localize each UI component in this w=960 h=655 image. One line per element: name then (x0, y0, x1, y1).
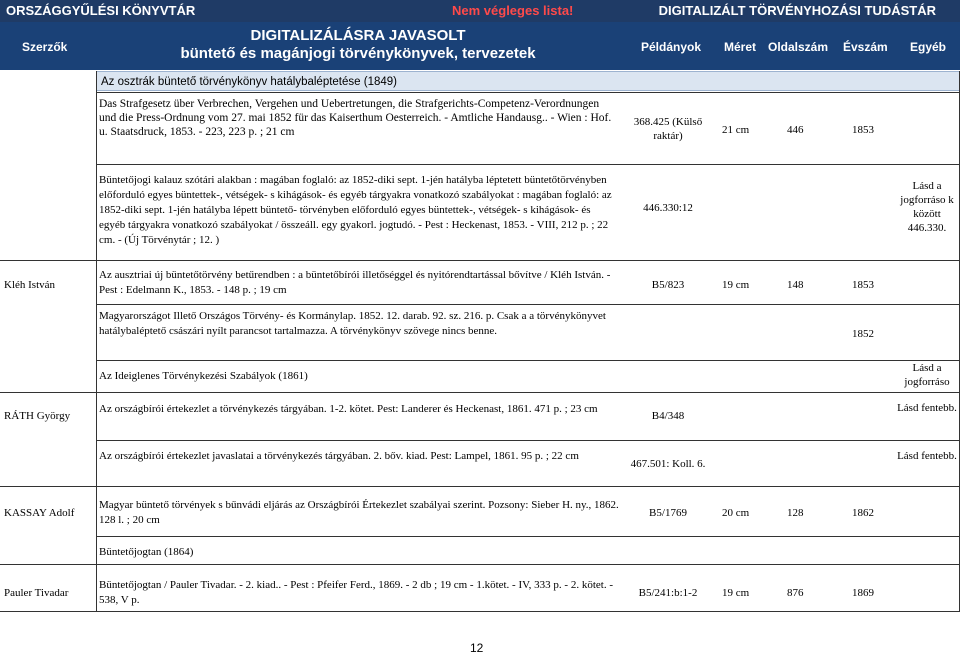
row-description: Das Strafgesetz über Verbrechen, Vergehen und Uebertretungen, die Strafgerichts-Competenz-Verordnungen und die Press-Ordnung vom 27. mai 1852 für das Kaiserthum Oesterreich. - Amtliche Handausg.. - Wien : Hof. u. Staatsdruck, 1853. - 223, 223 p. ; 21 cm (99, 98, 612, 138)
row-description: Az országbírói értekezlet javaslatai a törvénykezés tárgyában. 2. bőv. kiad. Pest: Lampel, 1861. 95 p. ; 22 cm (99, 450, 579, 462)
row-copies: B5/241:b:1-2 (638, 587, 698, 599)
row-other: Lásd fentebb. (897, 402, 957, 414)
row-description: Az Ideiglenes Törvénykezési Szabályok (1861) (99, 370, 308, 382)
page-title (98, 27, 618, 63)
row-author: KASSAY Adolf (4, 507, 75, 519)
row-other: Lásd a jogforráso (904, 362, 950, 388)
row-author: Kléh István (4, 279, 56, 291)
section-heading: Az osztrák büntető törvénykönyv hatálybaléptetése (1849) (97, 71, 960, 91)
row-copies: 446.330:12 (643, 202, 693, 214)
header-pages: Oldalszám (768, 40, 829, 54)
row-size: 19 cm (722, 587, 750, 599)
row-author: RÁTH György (4, 410, 71, 422)
row-copies: B5/823 (651, 279, 685, 291)
draft-notice: Nem végleges lista! (452, 3, 574, 18)
row-author: Pauler Tivadar (4, 587, 69, 599)
header-copies: Példányok (641, 40, 702, 54)
top-banner (0, 0, 960, 22)
row-description: Az országbírói értekezlet a törvénykezés tárgyában. 1-2. kötet. Pest: Landerer és Heckenast, 1861. 471 p. ; 23 cm (99, 403, 598, 415)
row-year: 1853 (852, 124, 874, 136)
table-row (97, 536, 960, 564)
row-pages: 876 (787, 587, 804, 599)
column-divider (96, 71, 97, 612)
row-year: 1862 (852, 507, 874, 519)
table-header (0, 22, 960, 70)
table-row (97, 360, 960, 392)
table-row (97, 440, 960, 486)
row-pages: 446 (787, 124, 804, 136)
row-copies: 467.501: Koll. 6. (630, 458, 706, 470)
header-authors: Szerzők (22, 40, 68, 54)
row-description: Büntetőjogtan / Pauler Tivadar. - 2. kiad.. - Pest : Pfeifer Ferd., 1869. - 2 db ; 19 cm - 1.kötet. - IV, 333 p. - 2. kötet. - 538, V p. (99, 579, 613, 606)
header-other: Egyéb (910, 40, 947, 54)
row-copies: 368.425 (Külső raktár) (633, 116, 703, 142)
page-number: 12 (470, 641, 484, 655)
table-row (0, 260, 960, 304)
row-description: Magyarországot Illető Országos Törvény- és Kormánylap. 1852. 12. darab. 92. sz. 216. p. Csak a a törvénykönyvet hatálybaléptető császári nyílt parancsot tartalmazza. A törvénykönyv szövege nincs benne. (99, 310, 606, 337)
table-row (97, 304, 960, 360)
header-year: Évszám (843, 40, 888, 54)
header-size: Méret (724, 40, 757, 54)
table-row (0, 486, 960, 536)
row-other: Lásd fentebb. (897, 450, 957, 462)
title-line-1: DIGITALIZÁLÁSRA JAVASOLT (250, 27, 466, 44)
row-description: Büntetőjogi kalauz szótári alakban : magában foglaló: az 1852-diki sept. 1-jén hatályba léptetett büntetőtörvényben előforduló egyes büntettek-, vétségek- s kihágások- és egyéb tárgyakra vonatkozó szabályokat : magában foglaló: az 1852-diki sept. 1-jén hatályba lépett büntető- törvényben előforduló egyes büntettek-, vétségek- s kihágások- és egyéb tárgyakra vonatkozó szabályokat / összeáll. egy gyakorl. jogtudó. - Pest : Heckenast, 1853. - VIII, 212 p. ; 22 cm. - (Új Törvénytár ; 12. ) (99, 174, 612, 246)
repository-name: DIGITALIZÁLT TÖRVÉNYHOZÁSI TUDÁSTÁR (658, 3, 936, 18)
row-year: 1869 (852, 587, 874, 599)
table-row (97, 92, 960, 164)
title-line-2: büntető és magánjogi törvénykönyvek, tervezetek (180, 45, 536, 62)
row-other: Lásd a jogforráso k között 446.330. (900, 180, 954, 234)
row-size: 20 cm (722, 507, 750, 519)
row-copies: B5/1769 (649, 507, 687, 519)
row-year: 1852 (852, 328, 874, 340)
row-size: 21 cm (722, 124, 750, 136)
table-row (0, 392, 960, 440)
table-row (0, 564, 960, 612)
row-description: Az ausztriai új büntetőtörvény betűrendben : a büntetőbírói illetőséggel és nyitórendtartással bővítve / Kléh István. - Pest : Edelmann K., 1853. - 148 p. ; 19 cm (99, 269, 611, 296)
row-description: Magyar büntető törvények s bűnvádi eljárás az Országbírói Értekezlet szabályai szerint. Pozsony: Sieber H. ny., 1862. 128 l. ; 20 cm (99, 499, 619, 526)
row-year: 1853 (852, 279, 874, 291)
row-copies: B4/348 (651, 410, 685, 422)
row-size: 19 cm (722, 279, 750, 291)
row-pages: 128 (787, 507, 804, 519)
row-description: Büntetőjogtan (1864) (99, 546, 194, 558)
row-pages: 148 (787, 279, 804, 291)
table-row (97, 164, 960, 250)
library-name: ORSZÁGGYŰLÉSI KÖNYVTÁR (6, 3, 196, 18)
